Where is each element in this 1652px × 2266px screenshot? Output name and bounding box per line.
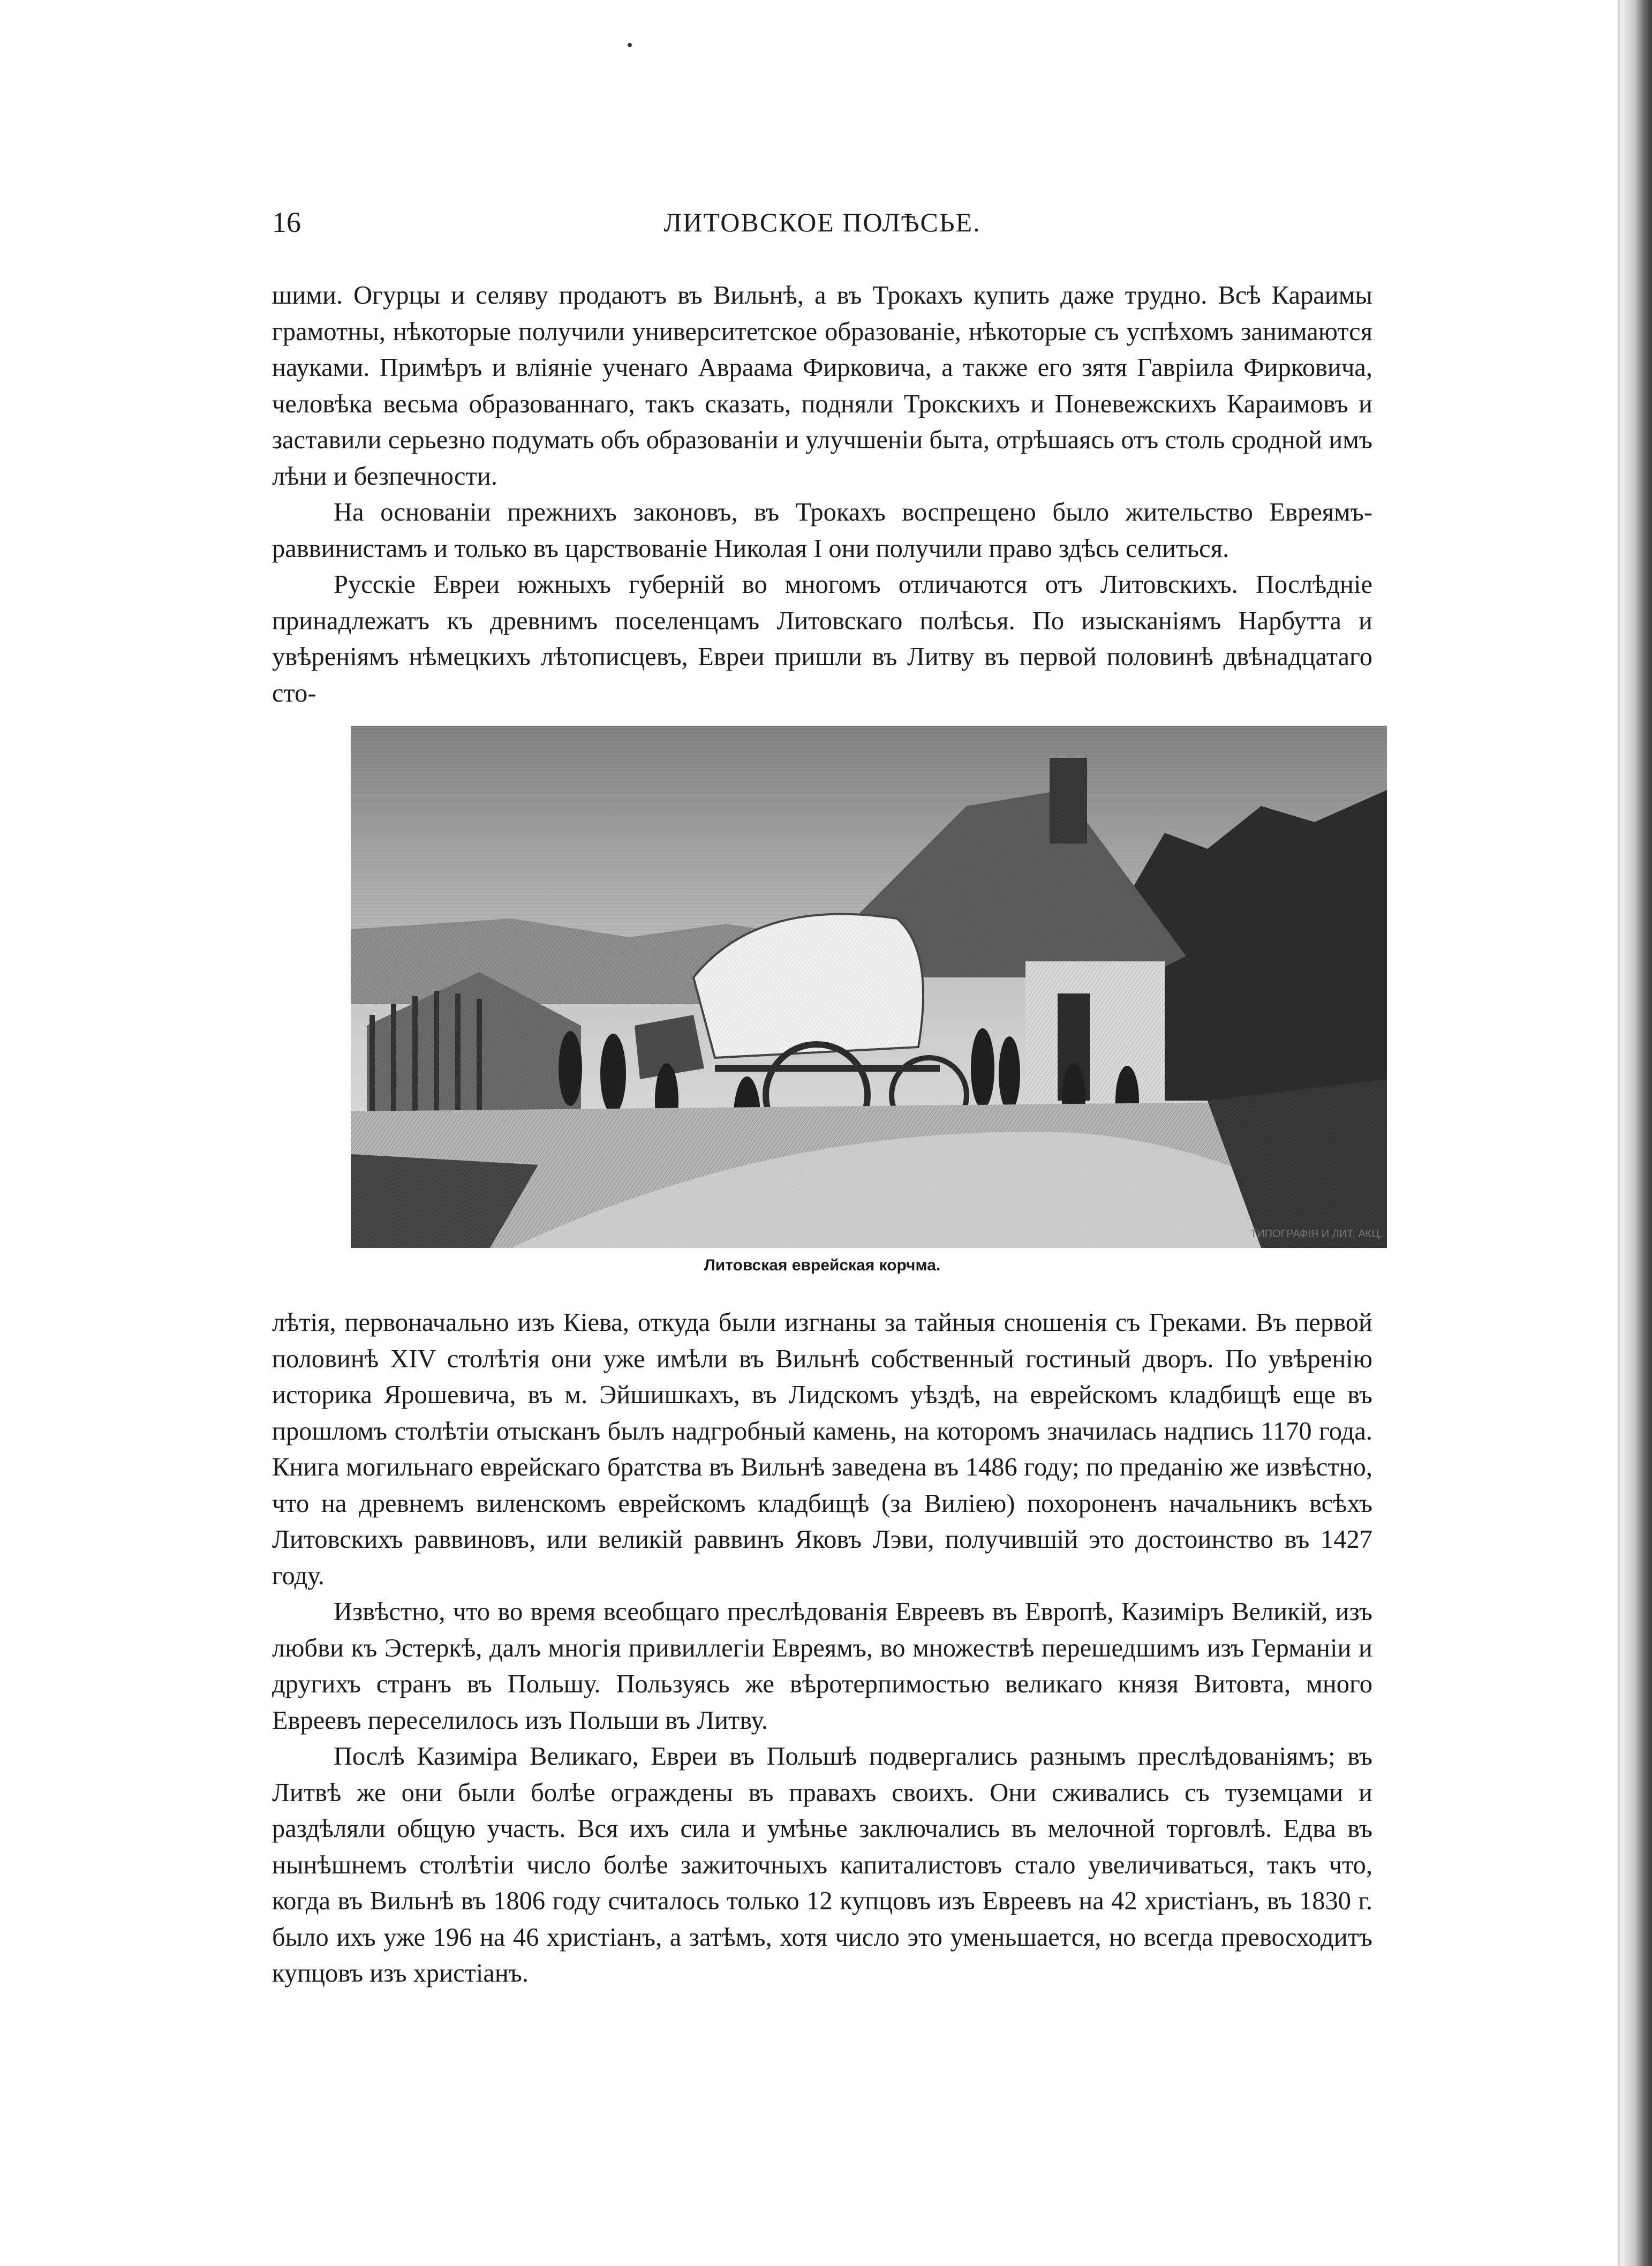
paragraph: Послѣ Казиміра Великаго, Евреи въ Польшѣ подвергались разнымъ преслѣдованіямъ; въ Литвѣ же они были болѣе ограждены въ правахъ своихъ. Они сживались съ туземцами и раздѣляли общую участь. Вся ихъ сила и умѣнье заключались въ мелочной торговлѣ. Едва въ нынѣшнемъ столѣтіи число болѣе зажиточныхъ капиталистовъ стало увеличиваться, такъ что, когда въ Вильнѣ въ 1806 году считалось только 12 купцовъ изъ Евреевъ на 42 христіанъ, въ 1830 г. было ихъ уже 196 на 46 христіанъ, а затѣмъ, хотя число это уменьшается, но всегда превосходитъ купцовъ изъ христіанъ.	[272, 1742, 1372, 1988]
page-edge-shadow	[1620, 0, 1652, 2266]
page-number: 16	[272, 206, 301, 238]
text-block-top	[272, 277, 1372, 711]
figure-caption: Литовская еврейская корчма.	[704, 1256, 941, 1274]
paragraph: На основаніи прежнихъ законовъ, въ Трокахъ воспрещено было жительство Евреямъ-раввинистамъ и только въ царствованіе Николая I они получили право здѣсь селиться.	[272, 498, 1372, 563]
paragraph: Извѣстно, что во время всеобщаго преслѣдованія Евреевъ въ Европѣ, Казиміръ Великій, изъ любви къ Эстеркѣ, далъ многія привиллегіи Евреямъ, во множествѣ перешедшимъ изъ Германіи и другихъ странъ въ Польшу. Пользуясь же вѣротерпимостью великаго князя Витовта, много Евреевъ переселилось изъ Польши въ Литву.	[272, 1598, 1372, 1735]
engraving-jewish-tavern	[351, 726, 1387, 1248]
paragraph: лѣтія, первоначально изъ Кіева, откуда были изгнаны за тайныя сношенія съ Греками. Въ первой половинѣ XIV столѣтія они уже имѣли въ Вильнѣ собственный гостиный дворъ. По увѣренію историка Ярошевича, въ м. Эйшишкахъ, въ Лидскомъ уѣздѣ, на еврейскомъ кладбищѣ еще въ прошломъ столѣтіи отысканъ былъ надгробный камень, на которомъ значилась надпись 1170 года. Книга могильнаго еврейскаго братства въ Вильнѣ заведена въ 1486 году; по преданію же извѣстно, что на древнемъ виленскомъ еврейскомъ кладбищѣ (за Виліею) похороненъ начальникъ всѣхъ Литовскихъ раввиновъ, или великій раввинъ Яковъ Лэви, получившій это достоинство въ 1427 году.	[272, 1308, 1372, 1590]
running-title: ЛИТОВСКОЕ ПОЛѢСЬЕ.	[663, 207, 981, 237]
text-block-bottom	[272, 1305, 1372, 1992]
paragraph: шими. Огурцы и селяву продаютъ въ Вильнѣ, а въ Трокахъ купить даже трудно. Всѣ Караимы грамотны, нѣкоторые получили университетское образованіе, нѣкоторые съ успѣхомъ занимаются науками. Примѣръ и вліяніе ученаго Авраама Фирковича, а также его зятя Гавріила Фирковича, человѣка весьма образованнаго, такъ сказать, подняли Трокскихъ и Поневежскихъ Караимовъ и заставили серьезно подумать объ образованіи и улучшеніи быта, отрѣшаясь отъ столь сродной имъ лѣни и безпечности.	[272, 281, 1372, 491]
ink-speck	[628, 43, 632, 47]
engraver-credit: ТИПОГРАФІЯ И ЛИТ. АКЦ.	[1250, 1228, 1383, 1240]
page-header	[272, 204, 1372, 241]
engraving-drawing	[351, 726, 1387, 1248]
paragraph: Русскіе Евреи южныхъ губерній во многомъ отличаются отъ Литовскихъ. Послѣдніе принадлежатъ къ древнимъ поселенцамъ Литовскаго полѣсья. По изысканіямъ Нарбутта и увѣреніямъ нѣмецкихъ лѣтописцевъ, Евреи пришли въ Литву въ первой половинѣ двѣнадцатаго сто-	[272, 570, 1372, 707]
